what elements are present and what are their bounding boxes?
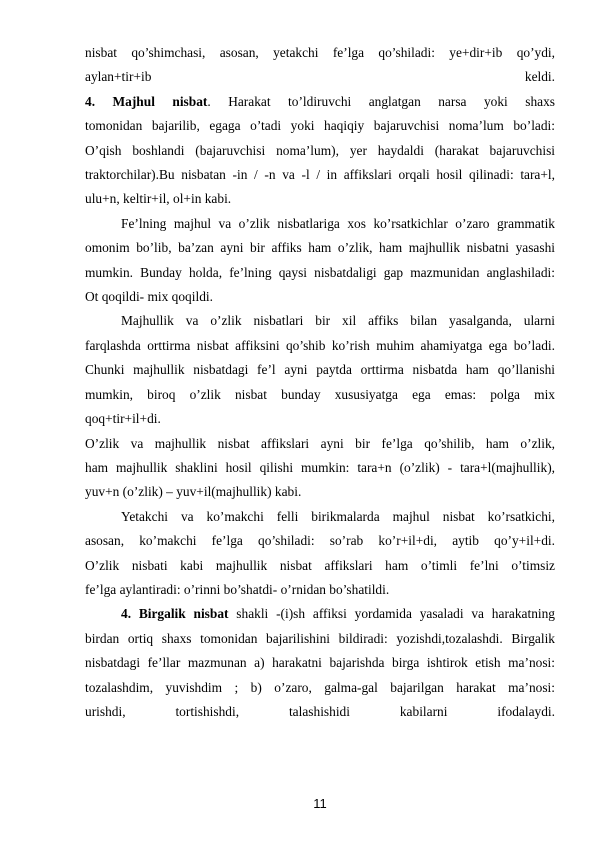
line-text: Fe’lning majhul va o’zlik nisbatlariga xos ko’rsatkichlar o’zaro grammatik xyxy=(121,215,555,231)
line-text: traktorchilar).Bu nisbatan -in / -n va -l / in affikslari orqali hosil qilinadi: tara+l, xyxy=(85,167,555,183)
line-text: Chunki majhullik nisbatdagi fe’l ayni paytda orttirma nisbatda ham qo’llanishi xyxy=(85,362,555,378)
line-text: urishdi, tortishishdi, talashishidi kabilarni ifodalaydi. xyxy=(85,703,555,719)
line-text: ham majhullik shaklini hosil qilishi mumkin: tara+n (o’zlik) - tara+l(majhullik), xyxy=(85,459,555,475)
text-line xyxy=(85,334,555,358)
text-line xyxy=(85,432,555,456)
line-text: farqlashda orttirma nisbat affiksini qo’shib ko’rish muhim ahamiyatga ega bo’ladi. xyxy=(85,337,555,353)
text-line xyxy=(85,90,555,114)
text-line xyxy=(85,480,555,504)
line-text: qoq+tir+il+di. xyxy=(85,411,161,427)
line-text: mumkin. Bunday holda, fe’lning qaysi nisbatdaligi gap mazmunidan anglashiladi: xyxy=(85,264,555,280)
text-line xyxy=(85,676,555,700)
line-text: shakli -(i)sh affiksi yordamida yasaladi va harakatning xyxy=(228,606,556,622)
line-text: O’zlik nisbati kabi majhullik nisbat affikslari ham o’timli fe’lni o’timsiz xyxy=(85,557,555,573)
bold-heading: 4. Birgalik nisbat xyxy=(121,606,229,622)
line-text: Yetakchi va ko’makchi felli birikmalarda majhul nisbat ko’rsatkichi, xyxy=(121,508,555,524)
bold-heading: 4. Majhul nisbat xyxy=(85,93,208,109)
text-line xyxy=(85,602,555,626)
text-line xyxy=(85,700,555,724)
line-text: nisbatdagi fe’llar mazmunan a) harakatni bajarishda birga ishtirok etish ma’nosi: xyxy=(85,655,555,671)
text-line xyxy=(85,529,555,553)
line-text: O’qish boshlandi (bajaruvchisi noma’lum), yer haydaldi (harakat bajaruvchisi xyxy=(85,142,555,158)
text-line xyxy=(85,383,555,407)
line-text: O’zlik va majhullik nisbat affikslari ayni bir fe’lga qo’shilib, ham o’zlik, xyxy=(85,435,555,451)
line-text: fe’lga aylantiradi: o’rinni bo’shatdi- o’rnidan bo’shatildi. xyxy=(85,581,390,597)
line-text: nisbat qo’shimchasi, asosan, yetakchi fe’lga qo’shiladi: ye+dir+ib qo’ydi, xyxy=(85,45,555,60)
text-line xyxy=(85,578,555,602)
text-line xyxy=(85,261,555,285)
text-line xyxy=(85,285,555,309)
document-body xyxy=(85,41,555,724)
line-text: mumkin, biroq o’zlik nisbat bunday xususiyatga ega emas: polga mix xyxy=(85,386,555,402)
text-line xyxy=(85,236,555,260)
text-line xyxy=(85,309,555,333)
line-text: Majhullik va o’zlik nisbatlari bir xil affiks bilan yasalganda, ularni xyxy=(121,313,555,329)
line-text: birdan ortiq shaxs tomonidan bajarilishini bildiradi: yozishdi,tozalashdi. Birgalik xyxy=(85,630,555,646)
text-line xyxy=(85,505,555,529)
line-text: tomonidan bajarilib, egaga o’tadi yoki haqiqiy bajaruvchisi noma’lum bo’ladi: xyxy=(85,118,555,134)
text-line xyxy=(85,163,555,187)
text-line xyxy=(85,114,555,138)
text-line xyxy=(85,65,555,89)
text-line xyxy=(85,212,555,236)
text-line xyxy=(85,358,555,382)
page-number: 11 xyxy=(313,796,327,811)
line-text: tozalashdim, yuvishdim ; b) o’zaro, galma-gal bajarilgan harakat ma’nosi: xyxy=(85,679,555,695)
text-lines xyxy=(85,41,555,724)
line-text: omonim bo’lib, ba’zan ayni bir affiks ham o’zlik, ham majhullik nisbatni yasashi xyxy=(85,240,555,256)
text-line xyxy=(85,187,555,211)
text-line xyxy=(85,627,555,651)
line-text: yuv+n (o’zlik) – yuv+il(majhullik) kabi. xyxy=(85,484,302,500)
text-line xyxy=(85,554,555,578)
text-line xyxy=(85,407,555,431)
text-line xyxy=(85,41,555,65)
text-line xyxy=(85,139,555,163)
line-text: aylan+tir+ib keldi. xyxy=(85,69,555,85)
line-text: ulu+n, keltir+il, ol+in kabi. xyxy=(85,191,232,207)
line-text: asosan, ko’makchi fe’lga qo’shiladi: so’rab ko’r+il+di, aytib qo’y+il+di. xyxy=(85,533,555,549)
text-line xyxy=(85,651,555,675)
line-text: Ot qoqildi- mix qoqildi. xyxy=(85,289,213,305)
line-text: . Harakat to’ldiruvchi anglatgan narsa yoki shaxs xyxy=(207,93,555,109)
text-line xyxy=(85,456,555,480)
